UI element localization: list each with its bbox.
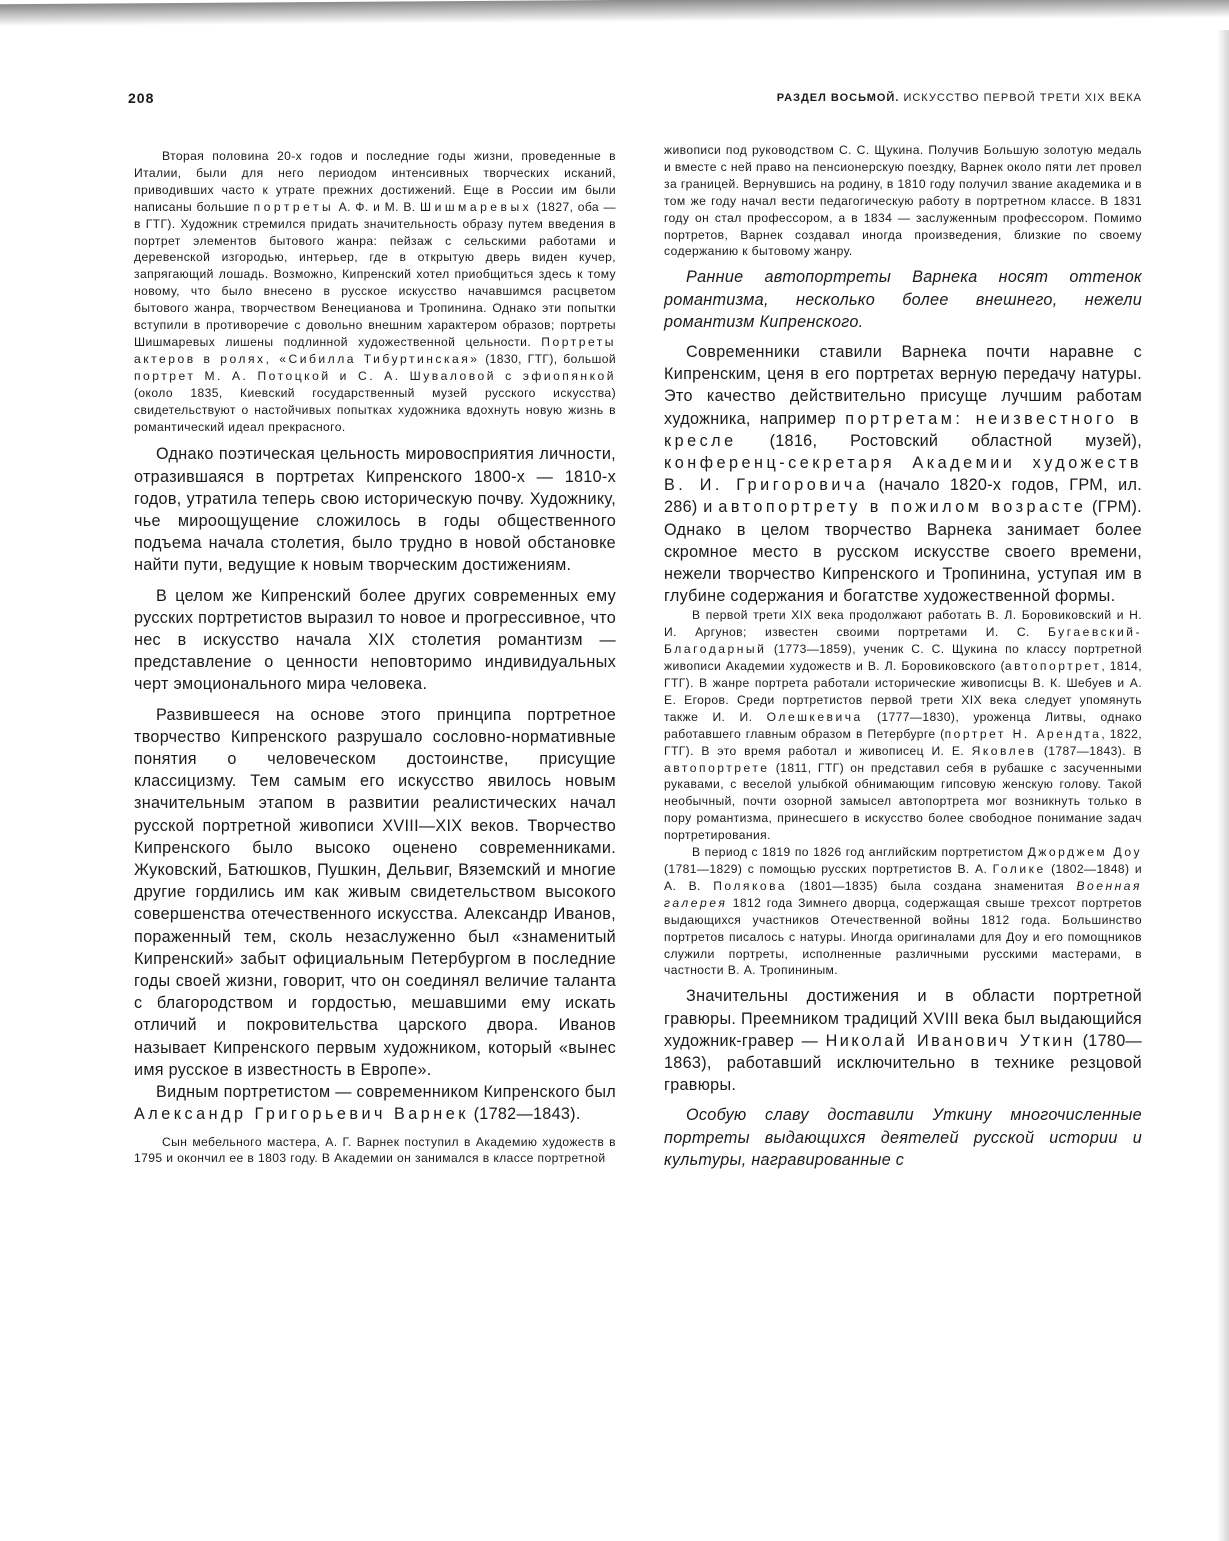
paragraph: Развившееся на основе этого принципа портретное творчество Кипренского разрушало сословно-нормативные понятия о человеческом достоинстве, присущие классицизму. Тем самым его искусство явилось новым значительным этапом в развитии реалистических начал русской портретной живописи XVIII—XIX веков. Творчество Кипренского было высоко оценено современниками. Жуковский, Батюшков, Пушкин, Дельвиг, Вяземский и многие другие гордились им как живым свидетельством высокого совершенства отечественного искусства. Александр Иванов, пораженный тем, сколь незаслуженно был «знаменитый Кипренский» забыт официальным Петербургом в последние годы своей жизни, говорит, что он соединял величие таланта с благородством и гордостью, мешавшими ему искать отличий и покровительства царского двора. Иванов называет Кипренского первым художником, который «вынес имя русское в известность в Европе». [134, 705, 616, 1079]
text-run-spaced: Голике [992, 861, 1046, 876]
paragraph [134, 1081, 616, 1125]
section-label: РАЗДЕЛ ВОСЬМОЙ. [776, 92, 900, 104]
text-run: (1830, ГТГ), большой [479, 351, 616, 366]
text-run-spaced: Александр Григорьевич Варнек [134, 1105, 469, 1124]
text-run: (около 1835, Киевский государственный музей русского искусства) свидетельствуют о настойчивых попытках художника вдохнуть новую жизнь в романтический идеал прекрасного. [134, 385, 616, 434]
text-run: (1811, ГТГ) он представил себя в рубашке с засученными рукавами, с веселой улыбкой обнимающим гипсовую женскую голову. Такой необычный, почти озорной замысел автопортрета мог возникнуть только в пору романтизма, принесшего в искусство более свободное понимание задач портретирования. [664, 760, 1142, 843]
paragraph: В целом же Кипренский более других современных ему русских портретистов выразил то новое и прогрессивное, что нес в искусство начала XIX столетия романтизм — представление о ценности неповторимо индивидуальных черт эмоционального мира человека. [134, 586, 616, 694]
text-run: (1781—1829) с помощью русских портретистов В. А. [664, 861, 993, 876]
paragraph [134, 148, 616, 435]
paragraph: Ранние автопортреты Варнека носят оттенок романтизма, несколько более внешнего, нежели романтизм Кипренского. [664, 268, 1142, 331]
text-run-spaced: Джорджем Доу [1027, 845, 1142, 860]
scan-shadow-right [1217, 30, 1229, 1541]
text-run: (ГРМ). Однако в целом творчество Варнека занимает более скромное место в русском искусстве своего времени, нежели творчество Кипренского и Тропинина, уступая им в глубине содержания и богатстве художественной формы. [664, 498, 1142, 606]
text-run: (1773—1859), ученик С. С. Щукина по классу портретной живописи Академии художеств и В. Л. Боровиковского ( [664, 642, 1142, 674]
page-number: 208 [128, 90, 155, 106]
text-run: (1780—1863), работавший исключительно в технике резцовой гравюры. [664, 1031, 1142, 1095]
text-run-spaced: Бугаевский-Благодарный [664, 625, 1142, 657]
text-run: (1802—1848) и А. В. [664, 861, 1142, 893]
text-run-spaced: Олешкевича [766, 709, 863, 724]
text-run: , 1822, ГТГ). В это время работал и живописец И. Е. [664, 726, 1143, 758]
text-run-spaced: Полякова [713, 878, 788, 893]
paragraph: живописи под руководством С. С. Щукина. Получив Большую золотую медаль и вместе с ней право на пенсионерскую поездку, Варнек около пяти лет провел за границей. Вернувшись на родину, в 1810 году получил звание академика и в том же году начал вести педагогическую работу в портретном классе. В 1831 году он стал профессором, а в 1834 — заслуженным профессором. Помимо портретов, Варнек создавал иногда произведения, близкие по своему содержанию к бытовому жанру. [664, 143, 1142, 259]
running-head [777, 92, 1142, 104]
text-run-spaced: портрет Н. Арендта [944, 726, 1102, 741]
text-run: Вторая половина 20-х годов и последние годы жизни, проведенные в Италии, были для него периодом интенсивных творческих исканий, приводивших часто к утрате прежних достижений. Еще в России им были написаны большие [134, 149, 616, 214]
text-run-spaced: Портреты актеров в ролях, «Сибилла Тибуртинская» [134, 334, 616, 366]
text-run-spaced: портреты [253, 199, 335, 214]
scan-shadow-top [0, 0, 1229, 26]
text-run: В первой трети XIX века продолжают работать В. Л. Боровиковский и Н. И. Аргунов; известен своими портретами И. С. [664, 608, 1142, 640]
left-column [134, 148, 616, 1167]
text-run-spaced: портретам: неизвестного в кресле [664, 409, 1142, 450]
running-title: ИСКУССТВО ПЕРВОЙ ТРЕТИ XIX ВЕКА [903, 92, 1142, 104]
text-run: В период с 1819 по 1826 год английским портретистом [692, 845, 1028, 860]
text-run-spaced: Николай Иванович Уткин [825, 1031, 1076, 1050]
paragraph [664, 985, 1142, 1096]
text-run: Современники ставили Варнека почти наравне с Кипренским, ценя в его портретах верную передачу натуры. Это качество действительно присуще лучшим работам художника, например [664, 342, 1142, 428]
text-run: (1787—1843). В [1036, 743, 1142, 758]
text-run: (1816, Ростовский областной музей), [736, 431, 1142, 450]
text-run-spaced: Военная галерея [664, 878, 1142, 910]
paragraph [664, 844, 1142, 979]
paragraph [664, 607, 1142, 844]
text-run: (1801—1835) была создана знаменитая [787, 878, 1077, 893]
text-run-spaced: Шишмаревых [420, 199, 533, 214]
text-run: 1812 года Зимнего дворца, содержащая свыше трехсот портретов выдающихся участников Отечественной войны 1812 года. Большинство портретов писалось с натуры. Иногда оригиналами для Доу и его помощников служили портреты, исполненные различными русскими мастерами, в частности В. А. Тропининым. [664, 895, 1142, 978]
text-run: (1782—1843). [468, 1105, 581, 1124]
text-run-spaced: Яковлев [971, 743, 1037, 758]
text-run: (1827, оба — в ГТГ). Художник стремился придать значительность образу путем введения в портрет элементов бытового жанра: пейзаж с сельскими работами и деревенской изгородью, интерьер, где в открытую дверь виден кучер, запрягающий лошадь. Возможно, Кипренский хотел приобщиться здесь к тому новому, что было внесено в русское искусство начавшимся расцветом бытового жанра, творчеством Венецианова и Тропинина. Однако эти попытки вступили в противоречие с довольно внешним характером образов; портреты Шишмаревых лишены подлинной художественной цельности. [134, 199, 616, 349]
text-run: А. Ф. и М. В. [334, 199, 420, 214]
right-column [664, 142, 1142, 1171]
paragraph: Однако поэтическая цельность мировосприятия личности, отразившаяся в портретах Кипренского 1800-х — 1810-х годов, утратила теперь свою историческую почву. Художнику, чье мироощущение сложилось в годы общественного подъема начала столетия, было трудно в новой обстановке найти пути, ведущие к новым творческим достижениям. [134, 445, 616, 575]
paragraph: Сын мебельного мастера, А. Г. Варнек поступил в Академию художеств в 1795 и окончил ее в 1803 году. В Академии он занимался в классе портретной [134, 1134, 616, 1166]
page-header [128, 90, 1148, 114]
text-run: (начало 1820-х годов, ГРМ, ил. 286) и [664, 476, 1142, 517]
text-run-spaced: автопортрет [1004, 659, 1102, 674]
text-run-spaced: портрет М. А. Потоцкой и С. А. Шуваловой с эфиопянкой [134, 368, 616, 383]
text-run-spaced: конференц-секретаря Академии художеств В. И. Григоровича [664, 453, 1142, 495]
text-run: Видным портретистом — современником Кипренского был [156, 1083, 616, 1102]
text-run: Значительны достижения и в области портретной гравюры. Преемником традиций XVIII века был выдающийся художник-гравер — [664, 987, 1142, 1050]
text-run: , 1814, ГТГ). В жанре портрета работали исторические живописцы В. К. Шебуев и А. Е. Егоров. Среди портретистов первой трети XIX века следует упомянуть также И. И. [664, 659, 1142, 724]
text-run-spaced: автопортрету в пожилом возрасте [718, 498, 1087, 517]
text-run: (1777—1830), уроженца Литвы, однако работавшего главным образом в Петербурге ( [664, 709, 1142, 741]
paragraph [664, 341, 1142, 607]
text-run-spaced: автопортрете [664, 760, 770, 775]
paragraph: Особую славу доставили Уткину многочисленные портреты выдающихся деятелей русской истории и культуры, награвированные с [664, 1106, 1142, 1169]
